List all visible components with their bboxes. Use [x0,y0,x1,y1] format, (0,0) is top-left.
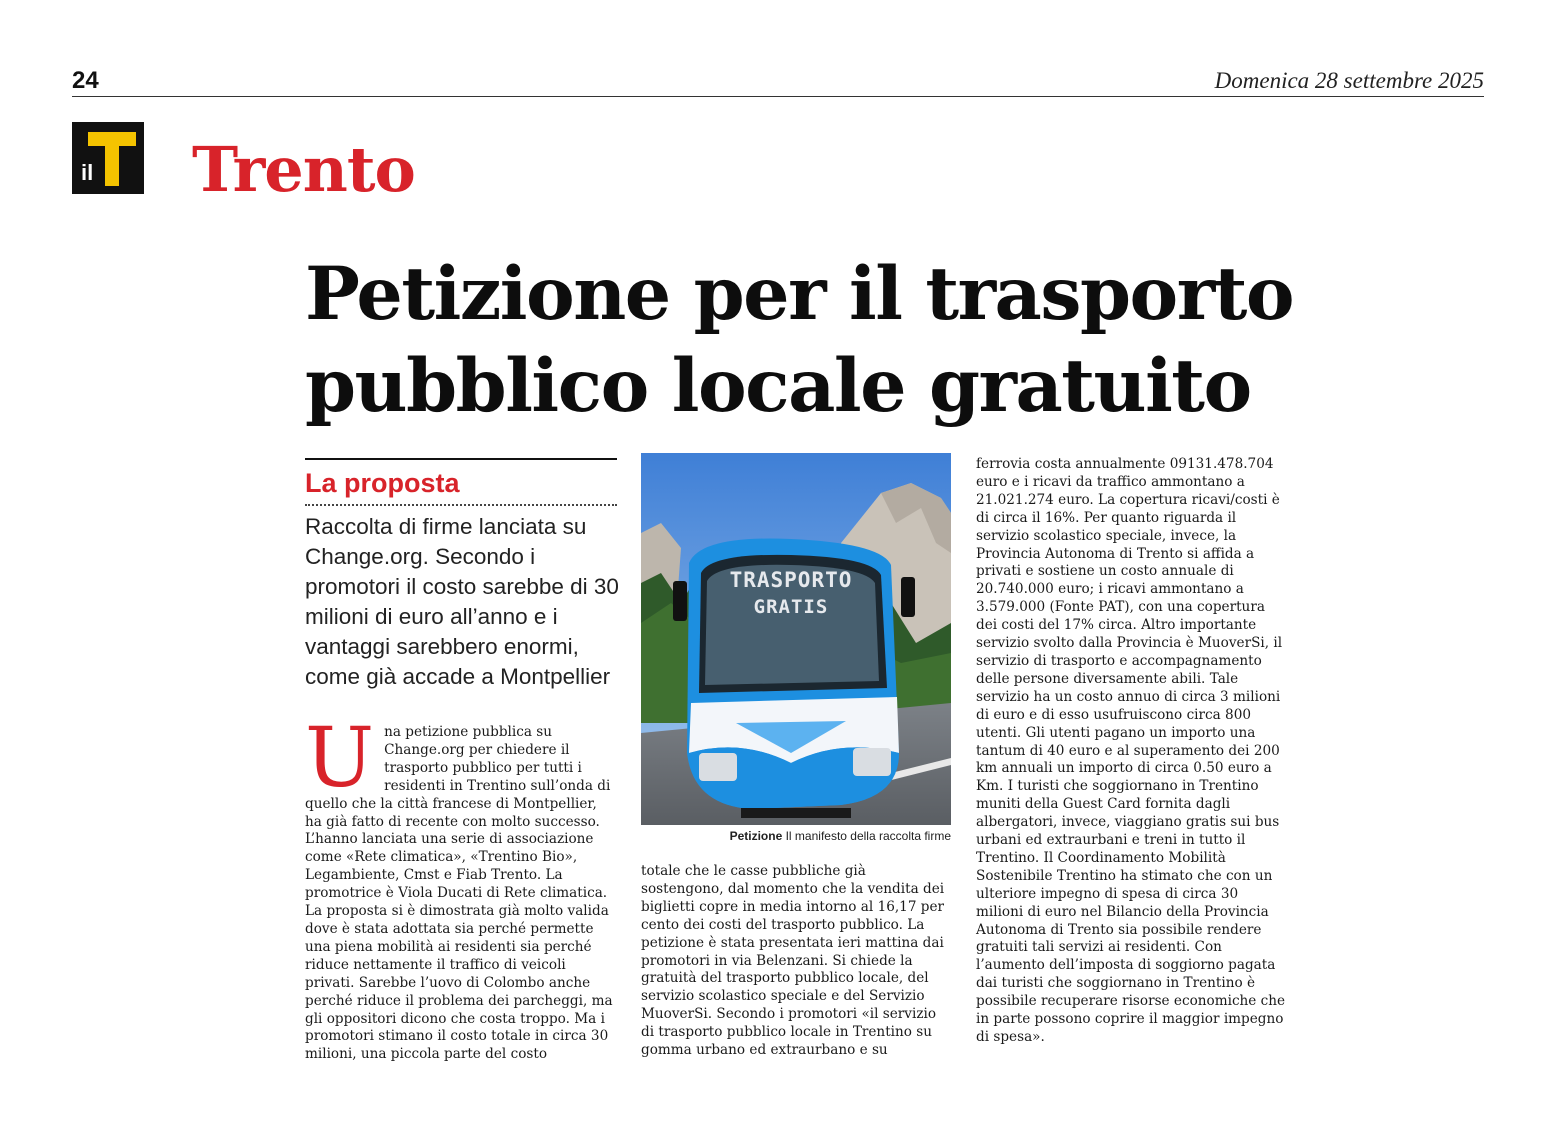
kicker: La proposta [305,468,460,498]
headline-line-1: Petizione per il trasporto [305,251,1294,337]
body-text-3: ferrovia costa annualmente 09131.478.704 euro e i ricavi da traffico ammontano a 21.021.274 euro. La copertura ricavi/costi è di circa il 16%. Per quanto riguarda il servizio scolastico speciale, invece, la Provincia Autonoma di Trento si affida a privati e sostiene un costo annuale di 20.740.000 euro; i ricavi ammontano a 3.579.000 (Fonte PAT), con una copertura dei costi del 17% circa. Altro importante servizio svolto dalla Provincia è MuoverSi, il servizio di trasporto e accompagnamento delle persone diversamente abili. Tale servizio ha un costo annuo di circa 3 milioni di euro e di esso usufruiscono circa 800 utenti. Gli utenti pagano un importo una tantum di 40 euro e al superamento dei 200 km annuali un importo di circa 0.50 euro a Km. I turisti che soggiornano in Trentino muniti della Guest Card fornita dagli albergatori, invece, viaggiano gratis sui bus urbani ed extraurbani e treni in tutto il Trentino. Il Coordinamento Mobilità Sostenibile Trentino ha stimato che con un ulteriore impegno di spesa di circa 30 milioni di euro nel Bilancio della Provincia Autonoma di Trento sia possibile rendere gratuiti tali servizi ai residenti. Con l’aumento dell’imposta di soggiorno pagata dai turisti che soggiornano in Trentino è possibile recuperare risorse economiche che in parte possono coprire il maggior impegno di spesa». [976,456,1286,1045]
article-column-3 [976,456,1288,1047]
body-text-2: totale che le casse pubbliche già sostengono, dal momento che la vendita dei biglietti copre in media intorno al 16,17 per cento dei costi del trasporto pubblico. La petizione è stata presentata ieri mattina dai promotori in via Belenzani. Si chiede la gratuità del trasporto pubblico locale, del servizio scolastico speciale e del Servizio MuoverSi. Secondo i promotori «il servizio di trasporto pubblico locale in Trentino su gomma urbano ed extraurbano e su [641,863,945,1059]
body-text-1: na petizione pubblica su Change.org per chiedere il trasporto pubblico per tutti i residenti in Trentino sull’onda di quello che la città francese di Montpellier, ha già fatto di recente con molto successo. L’hanno lanciata una serie di associazione come «Rete climatica», «Trentino Bio», Legambiente, Cmst e Fiab Trento. La promotrice è Viola Ducati di Rete climatica. La proposta si è dimostrata già molto valida dove è stata adottata sia perché permette una piena mobilità ai residenti sia perché riduce nettamente il traffico di veicoli privati. Sarebbe l’uovo di Colombo anche perché riduce il problema dei parcheggi, ma gli oppositori dicono che costa troppo. Ma i promotori stimano il costo totale in circa 30 milioni, una piccola parte del costo [305,724,613,1063]
caption-label: Petizione [729,829,783,843]
bus-sign-line-2: GRATIS [753,596,829,618]
il-t-logo-icon [72,122,144,194]
caption-text: Il manifesto della raccolta firme [785,829,951,843]
headline [305,248,1505,432]
logo-text: il [81,160,94,185]
bus-photo-illustration [641,453,951,825]
headline-line-2: pubblico locale gratuito [305,343,1251,429]
dropcap: U [305,711,375,806]
bus-photo [641,453,951,825]
photo-caption [641,828,951,844]
issue-date: Domenica 28 settembre 2025 [1214,68,1484,93]
kicker-top-rule [305,458,617,460]
page-number: 24 [72,67,99,94]
bus-sign-line-1: TRASPORTO [729,568,853,592]
header-rule [72,96,1484,97]
summary: Raccolta di firme lanciata su Change.org. Secondo i promotori il costo sarebbe di 30 milioni di euro all’anno e i vantaggi sarebbero enormi, come già accade a Montpellier [305,514,619,689]
section-title: Trento [192,133,415,206]
article-column-1 [305,711,617,1064]
logo-t-stem [105,132,119,186]
kicker-dotted-rule [305,504,617,506]
article-column-2 [641,863,951,1060]
